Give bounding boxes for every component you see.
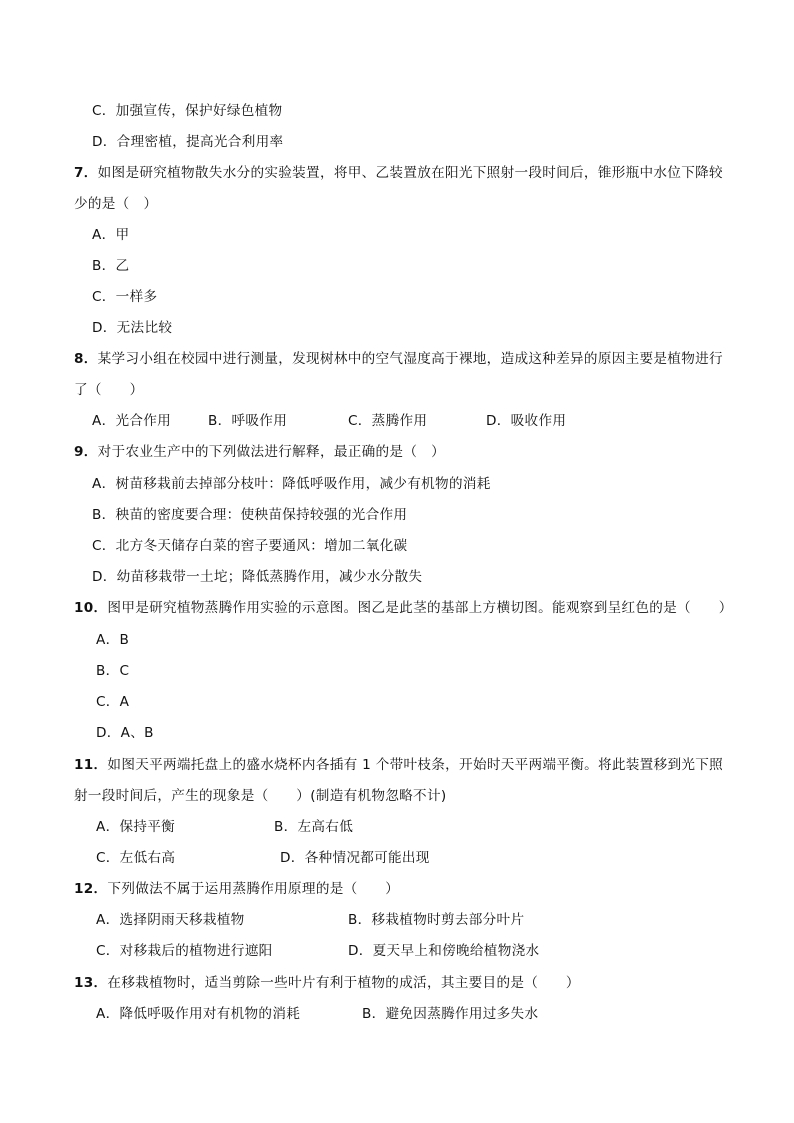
q10-option-d: D．A、B	[96, 725, 154, 741]
q12-option-c: C．对移栽后的植物进行遮阳	[96, 943, 273, 959]
question-10	[74, 599, 733, 617]
q12-option-a: A．选择阴雨天移栽植物	[96, 912, 245, 928]
q6-option-c: C．加强宣传，保护好绿色植物	[92, 103, 283, 119]
question-11	[74, 756, 723, 774]
q12-option-b: B．移栽植物时剪去部分叶片	[348, 912, 525, 928]
q10-option-a: A．B	[96, 632, 130, 648]
q8-option-b: B．呼吸作用	[208, 413, 288, 429]
q9-option-b: B．秧苗的密度要合理：使秧苗保持较强的光合作用	[92, 507, 408, 523]
question-text: 某学习小组在校园中进行测量，发现树林中的空气湿度高于裸地，造成这种差异的原因主要是植物进行	[97, 351, 723, 367]
q6-option-d: D．合理密植，提高光合利用率	[92, 134, 284, 150]
q12-option-d: D．夏天早上和傍晚给植物浇水	[348, 943, 540, 959]
question-12	[74, 880, 399, 898]
question-text: 图甲是研究植物蒸腾作用实验的示意图。图乙是此茎的基部上方横切图。能观察到呈红色的是（ ）	[107, 600, 733, 616]
q10-option-b: B．C	[96, 663, 130, 679]
question-number: 9．	[74, 444, 98, 460]
question-text: 对于农业生产中的下列做法进行解释，最正确的是（ ）	[97, 444, 445, 460]
q9-option-d: D．幼苗移栽带一土坨；降低蒸腾作用，减少水分散失	[92, 569, 423, 585]
question-number: 12．	[74, 881, 108, 897]
question-9	[74, 443, 445, 461]
question-7-cont: 少的是（ ）	[74, 196, 158, 212]
q11-option-c: C．左低右高	[96, 850, 176, 866]
q8-option-a: A．光合作用	[92, 413, 172, 429]
question-number: 10．	[74, 600, 108, 616]
question-text: 如图是研究植物散失水分的实验装置，将甲、乙装置放在阳光下照射一段时间后，锥形瓶中水位下降较	[97, 165, 723, 181]
q11-option-a: A．保持平衡	[96, 819, 176, 835]
question-text: 下列做法不属于运用蒸腾作用原理的是（ ）	[107, 881, 400, 897]
question-text: 如图天平两端托盘上的盛水烧杯内各插有 1 个带叶枝条，开始时天平两端平衡。将此装置移到光下照	[107, 757, 724, 773]
q7-option-b: B．乙	[92, 258, 130, 274]
question-11-cont: 射一段时间后，产生的现象是（ ）(制造有机物忽略不计)	[74, 788, 447, 804]
question-7	[74, 164, 723, 182]
q7-option-d: D．无法比较	[92, 320, 173, 336]
q8-option-d: D．吸收作用	[486, 413, 567, 429]
question-8	[74, 350, 723, 368]
question-text: 在移栽植物时，适当剪除一些叶片有利于植物的成活，其主要目的是（ ）	[107, 975, 580, 991]
q9-option-c: C．北方冬天储存白菜的窖子要通风：增加二氧化碳	[92, 538, 408, 554]
q7-option-a: A．甲	[92, 227, 130, 243]
question-number: 8．	[74, 351, 98, 367]
q7-option-c: C．一样多	[92, 289, 158, 305]
question-8-cont: 了（ ）	[74, 382, 144, 398]
q9-option-a: A．树苗移栽前去掉部分枝叶：降低呼吸作用，减少有机物的消耗	[92, 476, 491, 492]
question-number: 7．	[74, 165, 98, 181]
q11-option-b: B．左高右低	[274, 819, 354, 835]
question-number: 13．	[74, 975, 108, 991]
q10-option-c: C．A	[96, 694, 130, 710]
q11-option-d: D．各种情况都可能出现	[280, 850, 430, 866]
question-13	[74, 974, 580, 992]
q13-option-b: B．避免因蒸腾作用过多失水	[362, 1006, 539, 1022]
question-number: 11．	[74, 757, 108, 773]
q13-option-a: A．降低呼吸作用对有机物的消耗	[96, 1006, 301, 1022]
q8-option-c: C．蒸腾作用	[348, 413, 428, 429]
